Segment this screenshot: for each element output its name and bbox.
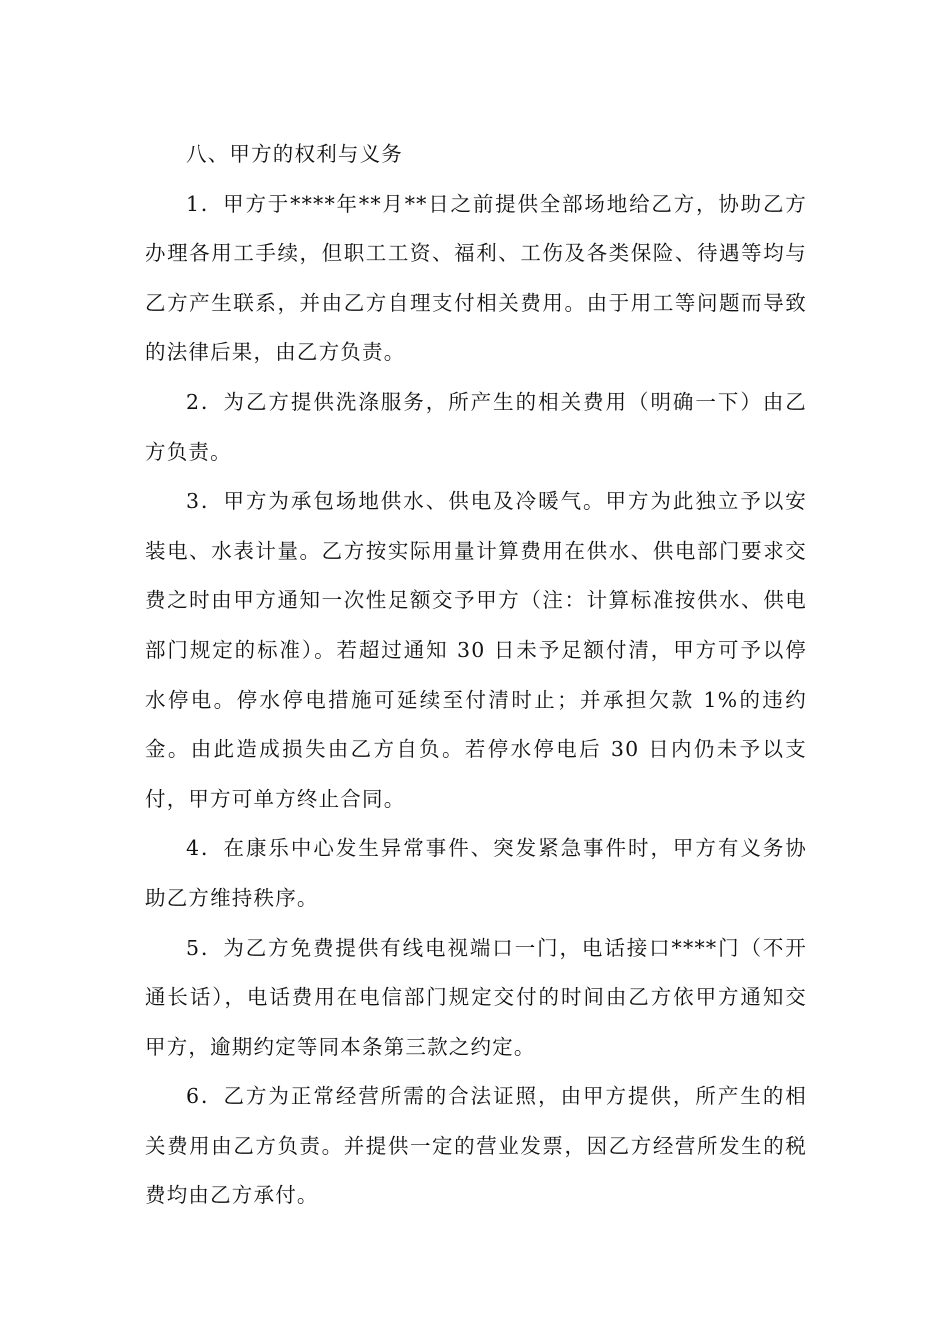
clause-5: 5．为乙方免费提供有线电视端口一门，电话接口****门（不开通长话），电话费用在电信部门规定交付的时间由乙方依甲方通知交甲方，逾期约定等同本条第三款之约定。 — [145, 935, 807, 1059]
clause-2: 2．为乙方提供洗涤服务，所产生的相关费用（明确一下）由乙方负责。 — [145, 389, 807, 464]
clause-6: 6．乙方为正常经营所需的合法证照，由甲方提供，所产生的相关费用由乙方负责。并提供一定的营业发票，因乙方经营所发生的税费均由乙方承付。 — [145, 1084, 807, 1208]
clause-1: 1．甲方于****年**月**日之前提供全部场地给乙方，协助乙方办理各用工手续，但职工工资、福利、工伤及各类保险、待遇等均与乙方产生联系，并由乙方自理支付相关费用。由于用工等问题而导致的法律后果，由乙方负责。 — [145, 191, 807, 365]
section-heading: 八、甲方的权利与义务 — [186, 142, 403, 166]
document-body — [145, 130, 807, 1221]
clause-4: 4．在康乐中心发生异常事件、突发紧急事件时，甲方有义务协助乙方维持秩序。 — [145, 836, 807, 910]
clause-3: 3．甲方为承包场地供水、供电及冷暖气。甲方为此独立予以安装电、水表计量。乙方按实际用量计算费用在供水、供电部门要求交费之时由甲方通知一次性足额交予甲方（注：计算标准按供水、供电部门规定的标准）。若超过通知 30 日未予足额付清，甲方可予以停水停电。停水停电措施可延续至付清时止；并承担欠款 1%的违约金。由此造成损失由乙方自负。若停水停电后 30 日内仍未予以支付，甲方可单方终止合同。 — [145, 489, 807, 811]
